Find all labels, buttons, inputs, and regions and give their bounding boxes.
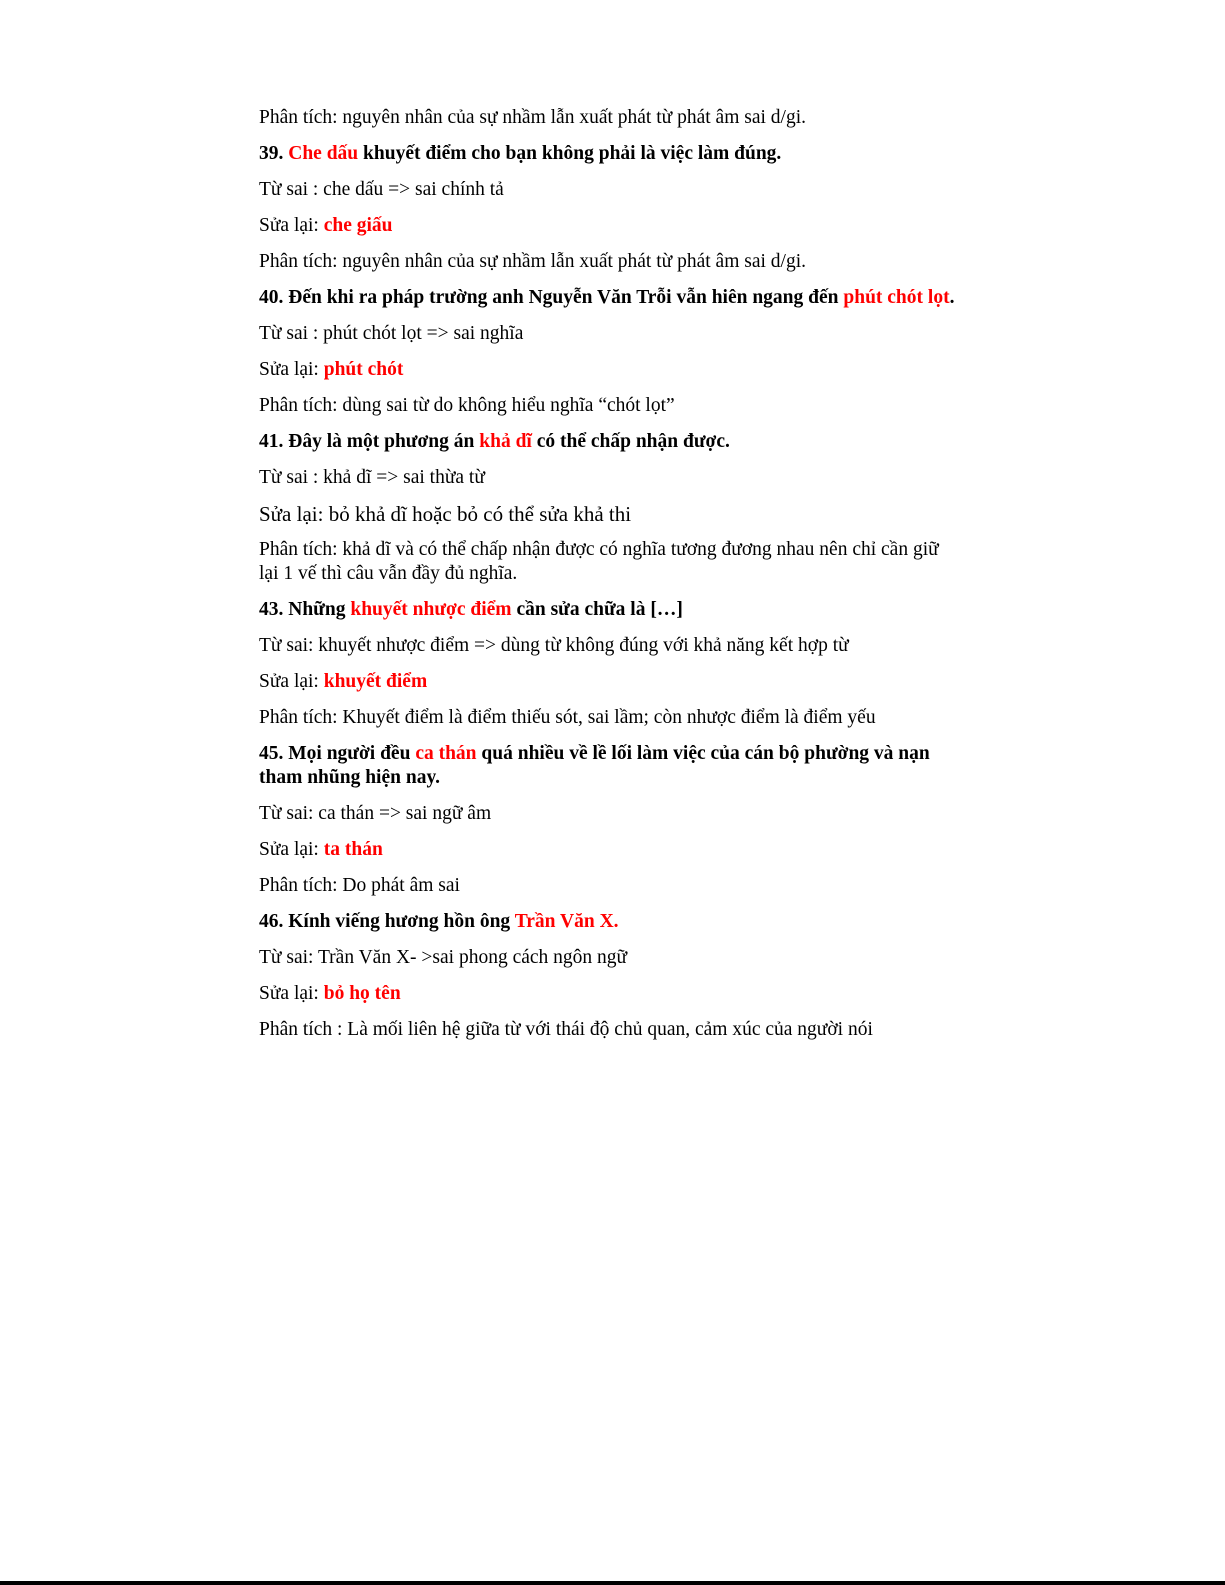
question-41	[259, 430, 959, 454]
fix-line	[259, 214, 959, 238]
question-text: 43. Những	[259, 599, 351, 620]
question-46	[259, 910, 959, 934]
fix-label: Sửa lại:	[259, 983, 324, 1004]
fix-word: che giấu	[323, 215, 393, 236]
text: Phân tích: khả dĩ và có thể chấp nhận được có nghĩa tương đương nhau nên chỉ cần giữ lại 1 vế thì câu vẫn đầy đủ nghĩa.	[259, 539, 939, 584]
wrong-word-line	[259, 466, 959, 490]
wrong-word-line	[259, 802, 959, 826]
text: Từ sai: Trần Văn X- >sai phong cách ngôn ngữ	[259, 947, 628, 968]
question-text: 40. Đến khi ra pháp trường anh Nguyễn Văn Trỗi vẫn hiên ngang đến	[259, 287, 844, 308]
text: Phân tích: dùng sai từ do không hiểu nghĩa “chót lọt”	[259, 395, 675, 416]
fix-line	[259, 838, 959, 862]
error-word: phút chót lọt	[843, 287, 950, 308]
fix-word: phút chót	[323, 359, 404, 380]
analysis-line	[259, 106, 959, 130]
analysis-line	[259, 1018, 959, 1042]
fix-word: ta thán	[323, 839, 383, 860]
text: Phân tích: nguyên nhân của sự nhầm lẫn xuất phát từ phát âm sai d/gi.	[259, 251, 806, 272]
question-end: .	[949, 287, 955, 308]
fix-label: Sửa lại:	[259, 215, 324, 236]
fix-word: bỏ họ tên	[323, 983, 401, 1004]
analysis-line	[259, 250, 959, 274]
text: Phân tích: Do phát âm sai	[259, 875, 460, 896]
question-text: 41. Đây là một phương án	[259, 431, 480, 452]
fix-label: Sửa lại:	[259, 839, 324, 860]
fix-label: Sửa lại:	[259, 359, 324, 380]
error-word: khuyết nhược điểm	[350, 599, 512, 620]
fix-line	[259, 502, 959, 526]
wrong-word-line	[259, 178, 959, 202]
question-text: 45. Mọi người đều	[259, 743, 416, 764]
question-number: 39.	[259, 143, 289, 164]
analysis-line	[259, 538, 959, 586]
analysis-line	[259, 706, 959, 730]
text: Từ sai: khuyết nhược điểm => dùng từ không đúng với khả năng kết hợp từ	[259, 635, 849, 656]
error-word: Che dấu	[288, 143, 359, 164]
question-text: có thể chấp nhận được.	[531, 431, 730, 452]
text: Phân tích: Khuyết điểm là điểm thiếu sót, sai lầm; còn nhược điểm là điểm yếu	[259, 707, 876, 728]
question-43	[259, 598, 959, 622]
document-content	[259, 106, 959, 1054]
fix-line	[259, 982, 959, 1006]
fix-word: khuyết điểm	[323, 671, 428, 692]
text: Phân tích: nguyên nhân của sự nhầm lẫn xuất phát từ phát âm sai d/gi.	[259, 107, 806, 128]
fix-line	[259, 358, 959, 382]
wrong-word-line	[259, 322, 959, 346]
analysis-line	[259, 874, 959, 898]
fix-label: Sửa lại:	[259, 671, 324, 692]
text: Từ sai : phút chót lọt => sai nghĩa	[259, 323, 524, 344]
wrong-word-line	[259, 634, 959, 658]
question-text: khuyết điểm cho bạn không phải là việc làm đúng.	[358, 143, 782, 164]
error-word: Trần Văn X.	[514, 911, 619, 932]
error-word: khả dĩ	[479, 431, 532, 452]
text: Từ sai: ca thán => sai ngữ âm	[259, 803, 492, 824]
text: Từ sai : khả dĩ => sai thừa từ	[259, 467, 485, 488]
fix-line	[259, 670, 959, 694]
question-45	[259, 742, 959, 790]
text: Sửa lại: bỏ khả dĩ hoặc bỏ có thể sửa khả thi	[259, 502, 632, 526]
wrong-word-line	[259, 946, 959, 970]
text: Từ sai : che dấu => sai chính tả	[259, 179, 504, 200]
question-39	[259, 142, 959, 166]
text: Phân tích : Là mối liên hệ giữa từ với thái độ chủ quan, cảm xúc của người nói	[259, 1019, 873, 1040]
question-40	[259, 286, 959, 310]
page-bottom-border	[0, 1581, 1225, 1585]
question-text: cần sửa chữa là […]	[511, 599, 683, 620]
error-word: ca thán	[415, 743, 477, 764]
analysis-line	[259, 394, 959, 418]
question-text: quá nhiều về lề lối làm việc của cán bộ phường và nạn tham nhũng hiện nay.	[259, 743, 930, 788]
question-text: 46. Kính viếng hương hồn ông	[259, 911, 515, 932]
